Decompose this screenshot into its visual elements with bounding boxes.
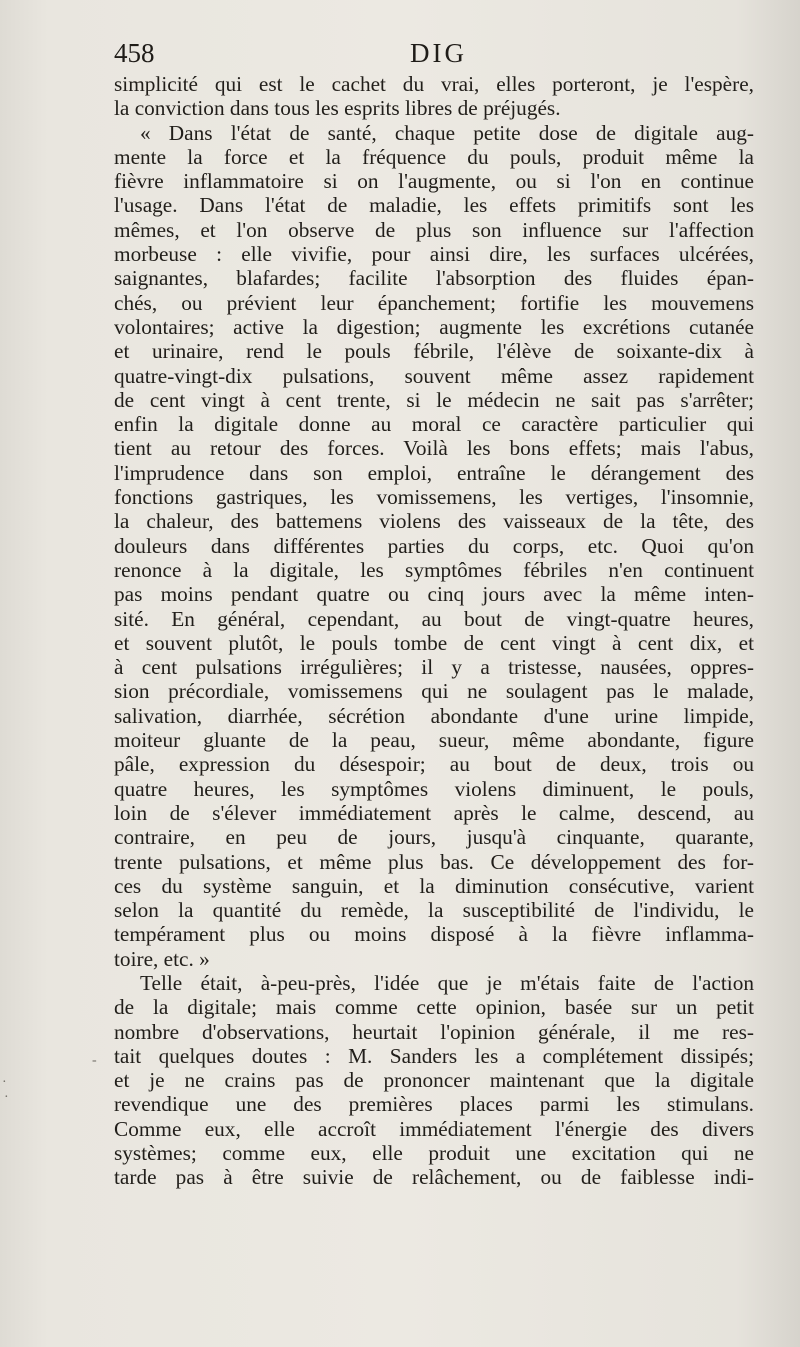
text-line: et souvent plutôt, le pouls tombe de cent vingt à cent dix, et [114, 630, 754, 655]
text-line: trente pulsations, et même plus bas. Ce développement des for- [114, 849, 754, 874]
text-line: renonce à la digitale, les symptômes fébriles n'en continuent [114, 557, 754, 582]
text-line: quatre heures, les symptômes violens diminuent, le pouls, [114, 776, 754, 801]
running-title: DIG [410, 38, 467, 68]
margin-speck-mark: · [2, 1075, 7, 1090]
running-head [114, 38, 754, 74]
text-line: loin de s'élever immédiatement après le calme, descend, au [114, 800, 754, 825]
margin-speck-mark: · [4, 1090, 9, 1105]
text-line: à cent pulsations irrégulières; il y a tristesse, nausées, oppres- [114, 655, 754, 680]
text-line: fonctions gastriques, les vomissemens, les vertiges, l'insomnie, [114, 485, 754, 510]
text-line: de cent vingt à cent trente, si le médecin ne sait pas s'arrêter; [114, 387, 754, 412]
text-line: la chaleur, des battemens violens des vaisseaux de la tête, des [114, 509, 754, 534]
text-line: selon la quantité du remède, la susceptibilité de l'individu, le [114, 898, 754, 923]
text-line: moiteur gluante de la peau, sueur, même abondante, figure [114, 728, 754, 753]
text-line: systèmes; comme eux, elle produit une excitation qui ne [114, 1141, 754, 1166]
text-line: douleurs dans différentes parties du corps, etc. Quoi qu'on [114, 533, 754, 558]
text-line: morbeuse : elle vivifie, pour ainsi dire, les surfaces ulcérées, [114, 242, 754, 267]
text-line: la conviction dans tous les esprits libres de préjugés. [114, 96, 561, 121]
text-line: tempérament plus ou moins disposé à la fièvre inflamma- [114, 922, 754, 947]
text-line: mente la force et la fréquence du pouls, produit même la [114, 144, 754, 169]
text-line: ces du système sanguin, et la diminution consécutive, varient [114, 873, 754, 898]
text-line: sité. En général, cependant, au bout de vingt-quatre heures, [114, 606, 754, 631]
text-line: et je ne crains pas de prononcer maintenant que la digitale [114, 1068, 754, 1093]
text-line: fièvre inflammatoire si on l'augmente, ou si l'on en continue [114, 169, 754, 194]
text-line: quatre-vingt-dix pulsations, souvent même assez rapidement [114, 363, 754, 388]
text-line: enfin la digitale donne au moral ce caractère particulier qui [114, 412, 754, 437]
body-text [114, 72, 754, 1190]
text-line: revendique une des premières places parmi les stimulans. [114, 1092, 754, 1117]
text-line: Comme eux, elle accroît immédiatement l'énergie des divers [114, 1116, 754, 1141]
text-line: contraire, en peu de jours, jusqu'à cinquante, quarante, [114, 825, 754, 850]
text-line: simplicité qui est le cachet du vrai, elles porteront, je l'espère, [114, 72, 754, 96]
text-line: saignantes, blafardes; facilite l'absorption des fluides épan- [114, 266, 754, 291]
text-line: l'imprudence dans son emploi, entraîne le dérangement des [114, 460, 754, 485]
text-line: tient au retour des forces. Voilà les bons effets; mais l'abus, [114, 436, 754, 461]
margin-dash-mark: - [92, 1053, 97, 1068]
text-line: volontaires; active la digestion; augmente les excrétions cutanée [114, 314, 754, 339]
text-line: tarde pas à être suivie de relâchement, ou de faiblesse indi- [114, 1165, 754, 1190]
text-line: tait quelques doutes : M. Sanders les a complétement dissipés; [114, 1043, 754, 1068]
text-line: nombre d'observations, heurtait l'opinion générale, il me res- [114, 1019, 754, 1044]
text-line: et urinaire, rend le pouls fébrile, l'élève de soixante-dix à [114, 339, 754, 364]
text-line: de la digitale; mais comme cette opinion, basée sur un petit [114, 995, 754, 1020]
text-line: chés, ou prévient leur épanchement; fortifie les mouvemens [114, 290, 754, 315]
text-line: sion précordiale, vomissemens qui ne soulagent pas le malade, [114, 679, 754, 704]
text-line: salivation, diarrhée, sécrétion abondante d'une urine limpide, [114, 703, 754, 728]
text-line: Telle était, à-peu-près, l'idée que je m'étais faite de l'action [140, 970, 754, 995]
text-line: toire, etc. » [114, 946, 210, 971]
text-line: pas moins pendant quatre ou cinq jours avec la même inten- [114, 582, 754, 607]
text-line: mêmes, et l'on observe de plus son influence sur l'affection [114, 217, 754, 242]
page-number: 458 [114, 38, 155, 68]
text-line: « Dans l'état de santé, chaque petite dose de digitale aug- [140, 120, 754, 145]
text-line: l'usage. Dans l'état de maladie, les effets primitifs sont les [114, 193, 754, 218]
text-line: pâle, expression du désespoir; au bout de deux, trois ou [114, 752, 754, 777]
